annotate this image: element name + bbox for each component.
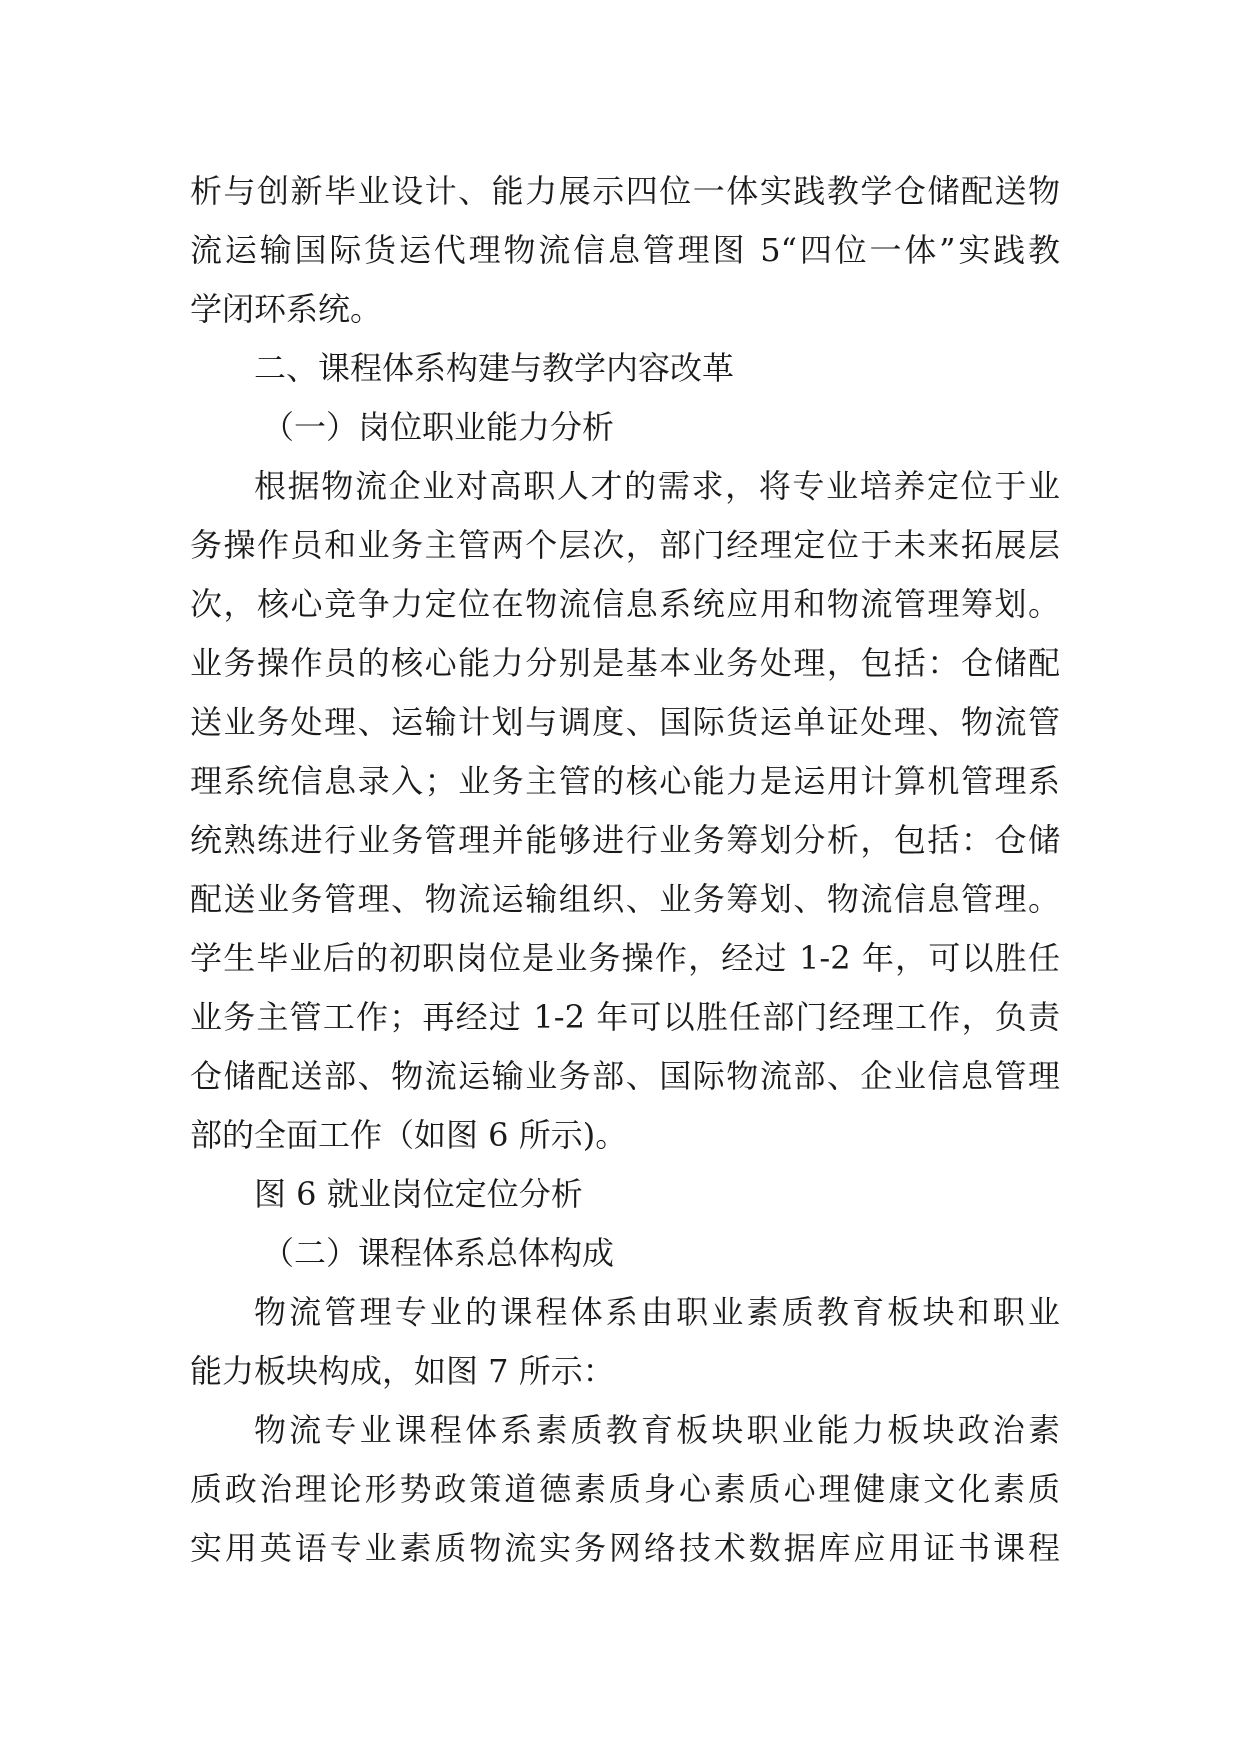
text-line: 质政治理论形势政策道德素质身心素质心理健康文化素质 [190,1470,1060,1508]
subsection-heading: （二）课程体系总体构成 [262,1234,615,1272]
text-line: 物流管理专业的课程体系由职业素质教育板块和职业 [254,1293,1060,1331]
document-body [190,162,1060,1578]
text-line: 能力板块构成，如图 7 所示： [190,1352,615,1390]
text-line: 物流专业课程体系素质教育板块职业能力板块政治素 [254,1411,1060,1449]
figure-caption: 图 6 就业岗位定位分析 [254,1175,583,1213]
text-line: 统熟练进行业务管理并能够进行业务筹划分析，包括：仓储 [190,821,1060,859]
text-line: 配送业务管理、物流运输组织、业务筹划、物流信息管理。 [190,880,1060,918]
text-line: 务操作员和业务主管两个层次，部门经理定位于未来拓展层 [190,526,1060,564]
text-line: 实用英语专业素质物流实务网络技术数据库应用证书课程 [190,1529,1060,1567]
text-line: 仓储配送部、物流运输业务部、国际物流部、企业信息管理 [190,1057,1060,1095]
text-line: 送业务处理、运输计划与调度、国际货运单证处理、物流管 [190,703,1060,741]
section-heading: 二、课程体系构建与教学内容改革 [254,349,735,387]
text-line: 学生毕业后的初职岗位是业务操作，经过 1-2 年，可以胜任 [190,939,1060,977]
text-line: 理系统信息录入；业务主管的核心能力是运用计算机管理系 [190,762,1060,800]
text-line: 流运输国际货运代理物流信息管理图 5“四位一体”实践教 [190,231,1060,269]
text-line: 析与创新毕业设计、能力展示四位一体实践教学仓储配送物 [190,172,1060,210]
text-line: 次，核心竞争力定位在物流信息系统应用和物流管理筹划。 [190,585,1060,623]
subsection-heading: （一）岗位职业能力分析 [262,408,615,446]
text-line: 学闭环系统。 [190,290,383,328]
text-line: 根据物流企业对高职人才的需求，将专业培养定位于业 [254,467,1060,505]
text-line: 业务操作员的核心能力分别是基本业务处理，包括：仓储配 [190,644,1060,682]
text-line: 业务主管工作；再经过 1-2 年可以胜任部门经理工作，负责 [190,998,1060,1036]
text-line: 部的全面工作（如图 6 所示)。 [190,1116,628,1154]
